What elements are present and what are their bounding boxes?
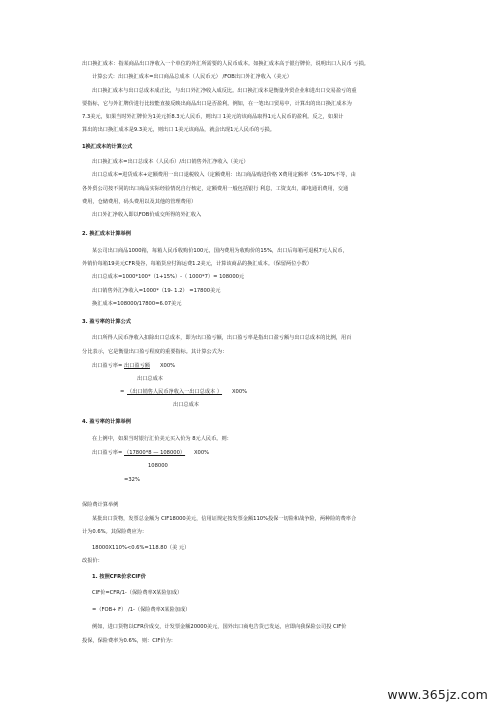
text-line: 出口所得人民币净收入扣除出口总成本，即为出口盈亏额，出口盈亏率是指出口盈亏额与出口总成本的比例，用百 — [92, 335, 352, 341]
site-watermark: www.365jz.com — [387, 687, 488, 702]
formula-label: 出口盈亏率= — [92, 450, 123, 456]
formula-equals: = — [120, 389, 125, 395]
text-line: 费用，仓储费用，码头费用以及其他的管理费用） — [82, 199, 197, 205]
text-line: 出口换汇成本与出口总成本成正比，与出口外汇净收入成反比。出口换汇成本是衡量外贸企业和进出口交易盈亏的重 — [92, 88, 357, 94]
section-heading: 1. 按照CFR价求CIF价 — [92, 574, 146, 580]
text-line: 出口换汇成本=出口总成本（人民币）/出口销售外汇净收入（美元） — [92, 159, 249, 165]
text-line: 计算公式：出口换汇成本=出口商品总成本（人民币元） /FOB出口外汇净收入（美元） — [92, 74, 292, 80]
section-heading: 1换汇成本的计算公式 — [82, 144, 133, 150]
text-line: 7.3美元，如果当时外汇牌价为1美元折8.3元人民币，则出口 1美元的该商品取得1元人民币的盈利。反之，如果计 — [82, 114, 344, 120]
text-line: 外销价每箱19美元CFR曼谷，每箱货应付海运费1.2美元，计算该商品的换汇成本。（保留两位小数） — [82, 261, 312, 267]
text-line: 某批出口货物，发票总金额为 CIF18000美元，信用证规定按发票金额110%投保一切险和战争险，两种险的费率合 — [92, 516, 357, 522]
text-line: 换汇成本=108000/17800=6.07美元 — [92, 301, 182, 307]
text-line: 18000X110%<0.6%=118.80（美 元） — [92, 545, 190, 551]
text-line: 算出的出口换汇成本是9.3美元，则出口 1美元该商品，就会出现1元人民币的亏损。 — [82, 127, 275, 133]
text-line: CIF价=CFR/1-（保险费率X某险加成） — [92, 590, 183, 596]
formula-label: 出口盈亏率= — [92, 363, 123, 369]
formula-result: =32% — [124, 477, 140, 483]
text-line: 各外贸公司按不同的出口商品实际经验情况自行核定，定额费用一般包括银行 利息，工资支出，邮电通讯费用，交通 — [82, 186, 349, 192]
text-line: 某公司出口商品1000箱，每箱人民币收购价100元，国内费用为收购价的15%，出口后每箱可退税7元人民币， — [92, 248, 348, 254]
text-line: 出口外汇净收入即以FOB价成交所得的外汇收入 — [92, 212, 202, 218]
section-heading: 保险费计算举例 — [82, 502, 119, 508]
formula-denominator: 出口总成本 — [173, 402, 199, 408]
section-heading: 3. 盈亏率的计算公式 — [82, 319, 131, 325]
formula-denominator: 出口总成本 — [137, 376, 163, 382]
text-line: 出口换汇成本：指某商品出口净收入一个单位的外汇所需要的人民币成本。如换汇成本高于银行牌价，说明出口人民币 亏损。 — [82, 61, 369, 67]
section-heading: 2. 换汇成本计算举例 — [82, 231, 131, 237]
text-line: 在上例中，如果当时银行汇价美元买入价为 8元人民币。则： — [92, 436, 232, 442]
formula-numerator: （17800*8 — 108000） — [124, 450, 186, 456]
formula-numerator: 出口盈亏额 — [124, 363, 150, 369]
text-line: 要指标，它与外汇牌价进行比较能直接反映出商品出口是否盈利。例如，在一笔出口贸易中，计算出的出口换汇成本为 — [82, 101, 352, 107]
text-line: 投保，保险费率为0.6%，则：CIF价为： — [82, 638, 176, 644]
text-line: 分比表示，它是衡量出口盈亏程度的重要指标。其计算公式为： — [82, 349, 228, 355]
text-line: =（FOB+ F） /1-（保险费率X某险加成） — [92, 607, 191, 613]
formula-denominator: 108000 — [148, 463, 168, 469]
formula-factor: X00% — [160, 363, 176, 369]
text-line: 计为0.6%。其保险费应为： — [82, 529, 148, 535]
text-line: 出口销售外汇净收入=1000*（19- 1.2） =17800美元 — [92, 288, 221, 294]
text-line: 出口总成本=进货成本+定额费用一出口退税收入（定额费用：出口商品购进价格 X费用定额率（5%-10%不等，由 — [92, 172, 356, 178]
formula-factor: X00% — [194, 450, 210, 456]
text-line: 出口总成本=1000*100*（1+15%）-（ 1000*7）= 108000元 — [92, 274, 245, 280]
section-heading: 4. 盈亏率的计算举例 — [82, 419, 131, 425]
formula-factor: X00% — [232, 389, 248, 395]
text-line: 改报价： — [82, 558, 103, 564]
text-line: 例如，进口货物以CFR价成交，计发票金额20000美元，国外出口商电告货已发运，应即向我保险公司投 CIF价 — [92, 624, 347, 630]
formula-numerator: （出口销售人民币净收入一出口总成本 ） — [127, 389, 223, 395]
